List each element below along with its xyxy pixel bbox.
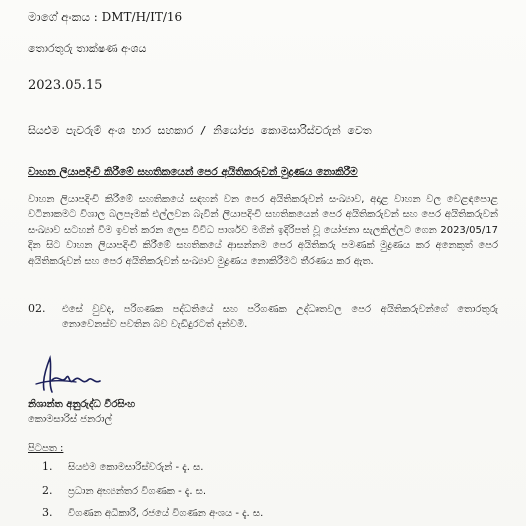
subject-line: වාහන ලියාපදිංචි කිරීමේ සහතිකයෙන් පෙර අයිතිකරුවන් මුද්‍රණය නොකිරීම — [28, 166, 358, 178]
signer-title: කොමසාරිස් ජනරාල් — [28, 414, 113, 425]
signer-name: නිශාන්ත අනුරුද්ධ වීරසිංහ — [28, 399, 136, 410]
department-name: තොරතුරු තාක්ෂණ අංශය — [28, 42, 147, 55]
paragraph-2-number: 02. — [28, 302, 46, 315]
addressee: සියළුම පැවරුම් අංශ භාර සහකාර / නියෝජ්‍ය කොමසාරිස්වරුන් වෙත — [28, 124, 372, 137]
copy-to-label: පිටපත : — [28, 443, 64, 454]
copy-recipient — [42, 460, 203, 473]
copy-recipient — [42, 506, 263, 519]
reference-number: මාගේ අංකය : DMT/H/IT/16 — [28, 10, 183, 24]
copy-recipient-number: 2. — [42, 484, 53, 497]
body-paragraph-1: වාහන ලියාපදිංචි කිරීමේ සහතිකයේ සඳහන් වන පෙර අයිතිකරුවන් සංඛ්‍යාව, අදාළ වාහන වල වෙළඳපොළ වටිනාකමට විශාල බලපෑමක් එල්ලවන බැවින් ලියාපදිංචි සහතිකයෙන් පෙර අයිතිකරුවන් සහ පෙර අයිතිකරුවන් සංඛ්‍යාව සටහන් වීම ඉවත් කරන ලෙස විවිධ පාර්ශව මගින් ඉදිරිපත් වූ යෝජනා සැලකිල්ලට ගෙන 2023/05/17 දින සිට වාහන ලියාපදිංචි කිරීමේ සහතිකයේ ආසන්නම පෙර අයිතිකරු පමණක් මුද්‍රණය කර අනෙකුත් පෙර අයිතිකරුවන් සහ පෙර අයිතිකරුවන් සංඛ්‍යාව මුද්‍රණය නොකිරීමට තීරණය කර ඇත. — [28, 194, 498, 267]
letter-date: 2023.05.15 — [28, 78, 103, 93]
copy-recipient — [42, 484, 206, 497]
copy-recipient-text: විගණන අධිකාරී, රජයේ විගණන අංශය - දැ. ස. — [68, 508, 264, 519]
copy-recipient-number: 1. — [42, 460, 53, 473]
copy-recipient-number: 3. — [42, 506, 53, 519]
copy-recipient-text: සියළුම කොමසාරිස්වරුන් - දැ. ස. — [68, 462, 204, 473]
handwritten-signature — [32, 350, 122, 398]
body-paragraph-2: එසේ වුවද, පරිගණක පද්ධතියේ සහ පරිගණක උද්ධෘතවල පෙර අයිතිකරුවන්ගේ තොරතුරු නොවෙනස්ව පවතින බව වැඩිදුරටත් දන්වමි. — [62, 304, 498, 331]
copy-recipient-text: ප්‍රධාන අභ්‍යන්තර විගණක - දැ. ස. — [68, 486, 207, 497]
